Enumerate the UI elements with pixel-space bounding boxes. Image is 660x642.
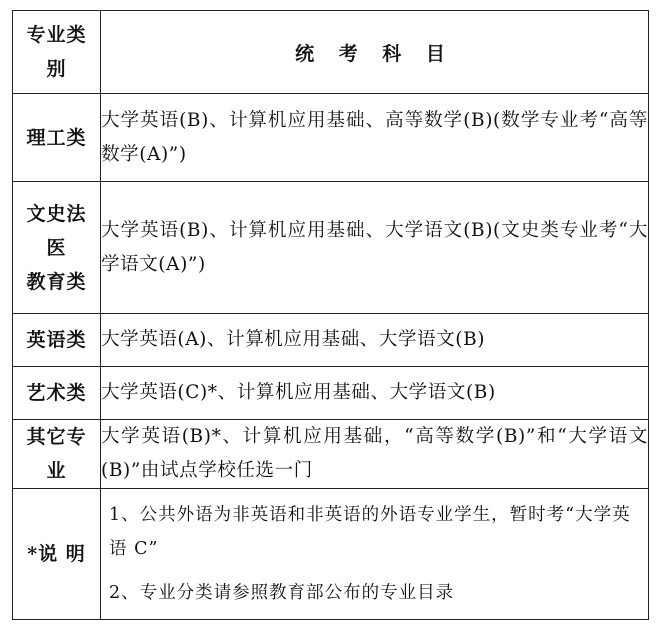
exam-subjects-table [12,10,649,620]
table-header-row [13,11,649,94]
category-label-line-3: 教育类 [26,270,87,293]
category-label-line-2: 业 [46,460,67,482]
category-label: 英语类 [26,329,87,351]
category-cell [13,420,101,489]
category-label: 艺术类 [26,382,87,404]
note-item-1: 1、公共外语为非英语和非英语的外语专业学生，暂时考“大学英语 C” [109,505,631,559]
category-cell [13,182,101,314]
category-cell [13,94,101,182]
category-label: 理工类 [26,126,87,149]
subjects-cell: 大学英语(B)、计算机应用基础、大学语文(B)(文史类专业考“大学语文(A)”) [101,182,649,314]
table-row [13,182,649,314]
subjects-cell: 大学英语(C)*、计算机应用基础、大学语文(B) [101,367,649,420]
category-label-line-1: 文史法 [26,202,87,225]
table-row [13,94,649,182]
header-category-line-1: 专业类 [26,24,87,46]
exam-subjects-sheet [12,10,648,620]
note-item-2: 2、专业分类请参照教育部公布的专业目录 [109,583,455,603]
notes-cell [101,489,649,620]
category-label-line-2: 医 [46,236,67,259]
table-row [13,420,649,489]
table-row [13,314,649,367]
table-row [13,367,649,420]
subjects-cell: 大学英语(B)、计算机应用基础、高等数学(B)(数学专业考“高等数学(A)”) [101,94,649,182]
category-cell [13,367,101,420]
subjects-cell: 大学英语(A)、计算机应用基础、大学语文(B) [101,314,649,367]
notes-label: *说 明 [13,489,101,620]
category-label-line-1: 其它专 [26,426,87,448]
header-category-cell [13,11,101,94]
header-category-line-2: 别 [46,58,67,80]
subjects-cell: 大学英语(B)*、计算机应用基础，“高等数学(B)”和“大学语文(B)”由试点学校任选一门 [101,420,649,489]
header-subjects-title: 统 考 科 目 [101,11,649,94]
category-cell [13,314,101,367]
notes-row [13,489,649,620]
